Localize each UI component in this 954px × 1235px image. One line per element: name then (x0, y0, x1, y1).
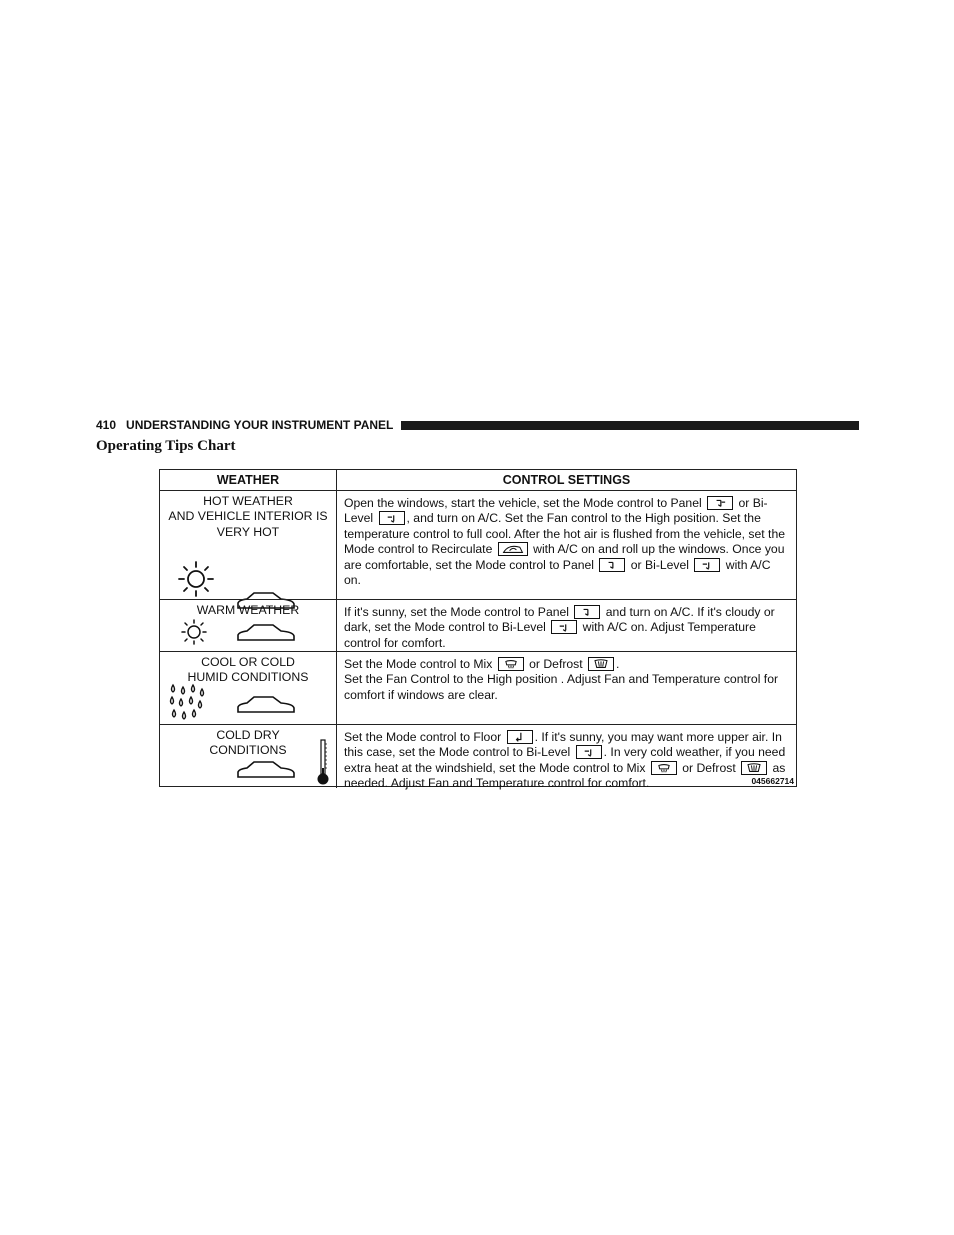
control-text: . If it's sunny, you may want more upper air. In this case, set the Mode control to Bi-Level (344, 730, 786, 760)
car-icon (235, 760, 297, 782)
floor-mode-icon (507, 730, 533, 744)
weather-label: COLD DRY CONDITIONS (209, 728, 287, 758)
control-text: . Set the Fan Control to the High position . Adjust Fan and Temperature control for comfort if windows are clear. (344, 657, 779, 702)
car-icon (235, 695, 297, 717)
weather-label: COOL OR COLD HUMID CONDITIONS (187, 655, 309, 685)
control-text: or Bi-Level (344, 496, 768, 526)
car-icon (235, 623, 297, 645)
mix-mode-icon (498, 657, 524, 671)
control-text: with A/C on and roll up the windows. Once you are comfortable, set the Mode control to Panel (344, 542, 788, 572)
control-text: with A/C on. (344, 557, 774, 588)
control-settings-column-header: CONTROL SETTINGS (502, 473, 631, 487)
header-rule (401, 421, 859, 430)
bi-level-mode-icon (694, 558, 720, 572)
thermometer-icon (315, 738, 331, 786)
control-text: and turn on A/C. If it's cloudy or dark, set the Mode control to Bi-Level (344, 605, 779, 635)
bi-level-mode-icon (576, 745, 602, 759)
control-text: , and turn on A/C. Set the Fan control to the High position. Set the temperature control to full cool. After the hot air is flushed from the vehicle, set the Mode control to Recirculate (344, 511, 789, 557)
defrost-icon (741, 761, 767, 775)
bi-level-mode-icon (379, 511, 405, 525)
chart-title: Operating Tips Chart (96, 438, 236, 454)
bi-level-mode-icon (551, 620, 577, 634)
table-header-row (160, 470, 796, 490)
control-text: as needed. Adjust Fan and Temperature control for comfort. (344, 760, 789, 791)
weather-label: HOT WEATHER AND VEHICLE INTERIOR IS VERY HOT (168, 494, 328, 539)
operating-tips-table (159, 469, 797, 791)
sun-icon (176, 559, 216, 599)
control-settings-text (337, 491, 796, 600)
control-settings-text (337, 652, 796, 725)
table-row (160, 724, 796, 791)
figure-reference-code: 045662714 (751, 776, 794, 786)
page-header (96, 417, 859, 433)
weather-label: WARM WEATHER (196, 603, 300, 617)
weather-column-header: WEATHER (160, 470, 337, 490)
control-text: If it's sunny, set the Mode control to Panel (344, 605, 573, 619)
recirculate-icon (498, 542, 528, 556)
table-row (160, 651, 796, 725)
table-row (160, 490, 796, 600)
panel-mode-icon (707, 496, 733, 510)
panel-mode-icon (599, 558, 625, 572)
control-settings-text (337, 600, 796, 652)
page-number: 410 (96, 418, 117, 432)
mix-mode-icon (651, 761, 677, 775)
control-text: or Bi-Level (627, 557, 693, 572)
section-title: UNDERSTANDING YOUR INSTRUMENT PANEL (126, 418, 394, 432)
control-text: . In very cold weather, if you need extra heat at the windshield, set the Mode control to Mix (344, 745, 789, 775)
panel-mode-icon (574, 605, 600, 619)
control-text: Set the Mode control to Floor (344, 730, 505, 744)
control-text: or Defrost (525, 657, 587, 671)
sun-icon (180, 618, 208, 646)
control-text: Set the Mode control to Mix (344, 657, 496, 671)
defrost-icon (588, 657, 614, 671)
table-row (160, 599, 796, 652)
control-text: with A/C on. Adjust Temperature control for comfort. (344, 620, 760, 650)
control-settings-text (337, 725, 796, 791)
control-text: or Defrost (678, 760, 740, 775)
control-text: Open the windows, start the vehicle, set the Mode control to Panel (344, 496, 706, 510)
raindrops-icon (168, 682, 206, 722)
